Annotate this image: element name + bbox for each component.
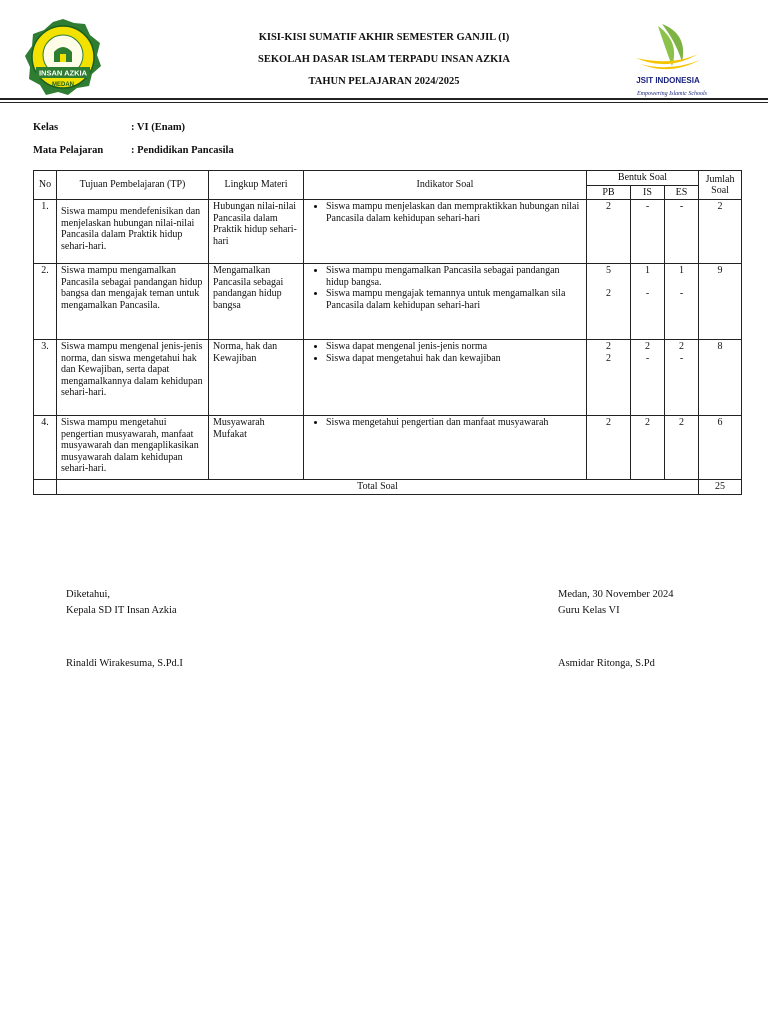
header-jumlah-line1: Jumlah — [705, 173, 735, 185]
is-value: 2 — [645, 341, 650, 352]
table-row — [34, 416, 742, 480]
pb-value: 2 — [606, 417, 611, 428]
jsit-logo-tagline: Empowering Islamic Schools — [637, 91, 707, 97]
row-jumlah: 2 — [699, 200, 742, 264]
row-tp: Siswa mampu mengetahui pengertian musyawarah, manfaat musyawarah dan mengaplikasikan musyawarah dalam kehidupan sehari-hari. — [57, 416, 209, 480]
is-value: - — [645, 201, 650, 212]
row-jumlah: 6 — [699, 416, 742, 480]
signature-left — [66, 589, 183, 674]
total-empty-cell — [34, 480, 57, 495]
signature-right — [558, 589, 673, 674]
kelas-label: Kelas — [33, 122, 59, 133]
header-title: KISI-KISI SUMATIF AKHIR SEMESTER GANJIL (I) — [258, 32, 510, 43]
header-pb: PB — [587, 185, 631, 200]
header-lingkup: Lingkup Materi — [209, 171, 304, 200]
is-value: - — [645, 352, 650, 364]
pb-value: 2 — [606, 352, 611, 364]
row-indikator — [304, 264, 587, 340]
row-indikator — [304, 416, 587, 480]
row-is — [631, 200, 665, 264]
pb-value: 2 — [606, 288, 611, 299]
kelas-value: : VI (Enam) — [131, 122, 186, 133]
signature-right-name: Asmidar Ritonga, S.Pd — [558, 658, 655, 669]
indikator-item: • Siswa dapat mengenal jenis-jenis norma — [326, 341, 582, 353]
indikator-item: • Siswa mampu mengamalkan Pancasila sebagai pandangan hidup bangsa. — [326, 265, 582, 288]
is-value: 1 — [645, 265, 650, 276]
signature-right-line1: Medan, 30 November 2024 — [558, 589, 674, 600]
pb-value — [591, 277, 626, 289]
row-no: 3. — [34, 340, 57, 416]
header-jumlah-soal — [699, 171, 742, 200]
kelas-line — [33, 122, 185, 133]
row-indikator — [304, 200, 587, 264]
es-value: - — [679, 288, 684, 299]
row-no: 4. — [34, 416, 57, 480]
row-es — [665, 200, 699, 264]
mapel-value: : Pendidikan Pancasila — [131, 145, 234, 156]
header-school: SEKOLAH DASAR ISLAM TERPADU INSAN AZKIA — [258, 54, 510, 65]
is-value: 2 — [645, 417, 650, 428]
indikator-item: • Siswa mampu mengajak temannya untuk mengamalkan sila Pancasila dalam kehidupan sehari-hari — [326, 288, 582, 311]
signature-left-line1: Diketahui, — [66, 589, 111, 600]
jsit-indonesia-logo — [628, 20, 716, 100]
indikator-item: • Siswa mampu menjelaskan dan mempraktikkan hubungan nilai Pancasila dalam kehidupan sehari-hari — [326, 201, 582, 224]
row-tp: Siswa mampu mengenal jenis-jenis norma, dan siswa mengetahui hak dan Kewajiban, serta dapat mengamalkannya dalam kehidupan sehari-hari. — [57, 340, 209, 416]
es-value: 1 — [679, 265, 685, 276]
table-row — [34, 340, 742, 416]
header-is: IS — [631, 185, 665, 200]
row-es — [665, 416, 699, 480]
header-es: ES — [665, 185, 699, 200]
total-label: Total Soal — [57, 480, 699, 495]
table-row — [34, 264, 742, 340]
signature-left-line2: Kepala SD IT Insan Azkia — [66, 604, 177, 616]
row-pb — [587, 340, 631, 416]
header-indikator: Indikator Soal — [304, 171, 587, 200]
es-value: - — [679, 201, 684, 212]
es-value: - — [679, 352, 684, 364]
header-tp: Tujuan Pembelajaran (TP) — [57, 171, 209, 200]
row-pb — [587, 416, 631, 480]
es-value — [669, 277, 694, 289]
row-is — [631, 340, 665, 416]
es-value: 2 — [679, 417, 685, 428]
mapel-label: Mata Pelajaran — [33, 145, 104, 156]
kisi-kisi-table — [33, 170, 742, 495]
header-rule-thick — [0, 98, 768, 100]
header-rule-thin — [0, 102, 768, 103]
total-value: 25 — [699, 480, 742, 495]
row-indikator — [304, 340, 587, 416]
row-jumlah: 9 — [699, 264, 742, 340]
is-value: - — [645, 288, 650, 299]
es-value: 2 — [679, 341, 685, 352]
total-row — [34, 480, 742, 495]
header-bentuk-soal: Bentuk Soal — [587, 171, 699, 186]
row-no: 1. — [34, 200, 57, 264]
is-value — [635, 277, 660, 289]
logo-city-text: MEDAN — [52, 82, 74, 88]
pb-value: 5 — [606, 265, 611, 276]
row-is — [631, 264, 665, 340]
jsit-logo-name: JSIT INDONESIA — [636, 76, 700, 85]
row-no: 2. — [34, 264, 57, 340]
mapel-line — [33, 145, 234, 156]
insan-azkia-logo — [24, 18, 102, 96]
table-header-row — [34, 171, 742, 186]
row-is — [631, 416, 665, 480]
logo-banner-text: INSAN AZKIA — [38, 68, 88, 78]
signature-right-line2: Guru Kelas VI — [558, 604, 620, 616]
document-header — [180, 30, 588, 96]
row-es — [665, 264, 699, 340]
header-jumlah-line2: Soal — [711, 185, 729, 196]
row-jumlah: 8 — [699, 340, 742, 416]
pb-value: 2 — [606, 201, 611, 212]
row-lingkup: Musyawarah Mufakat — [209, 416, 304, 480]
row-es — [665, 340, 699, 416]
row-lingkup: Hubungan nilai-nilai Pancasila dalam Praktik hidup sehari-hari — [209, 200, 304, 264]
row-pb — [587, 200, 631, 264]
pb-value: 2 — [606, 341, 611, 352]
row-tp: Siswa mampu mengamalkan Pancasila sebagai pandangan hidup bangsa dan mengajak teman untuk mengamalkan Pancasila. — [57, 264, 209, 340]
table-row — [34, 200, 742, 264]
row-tp: Siswa mampu mendefenisikan dan menjelaskan hubungan nilai-nilai Pancasila dalam Praktik hidup sehari-hari. — [57, 200, 209, 264]
row-lingkup: Norma, hak dan Kewajiban — [209, 340, 304, 416]
header-no: No — [34, 171, 57, 200]
indikator-item: • Siswa dapat mengetahui hak dan kewajiban — [326, 353, 582, 365]
header-year: TAHUN PELAJARAN 2024/2025 — [308, 76, 460, 87]
row-pb — [587, 264, 631, 340]
indikator-item: • Siswa mengetahui pengertian dan manfaat musyawarah — [326, 417, 582, 429]
signature-left-name: Rinaldi Wirakesuma, S.Pd.I — [66, 658, 183, 669]
row-lingkup: Mengamalkan Pancasila sebagai pandangan hidup bangsa — [209, 264, 304, 340]
